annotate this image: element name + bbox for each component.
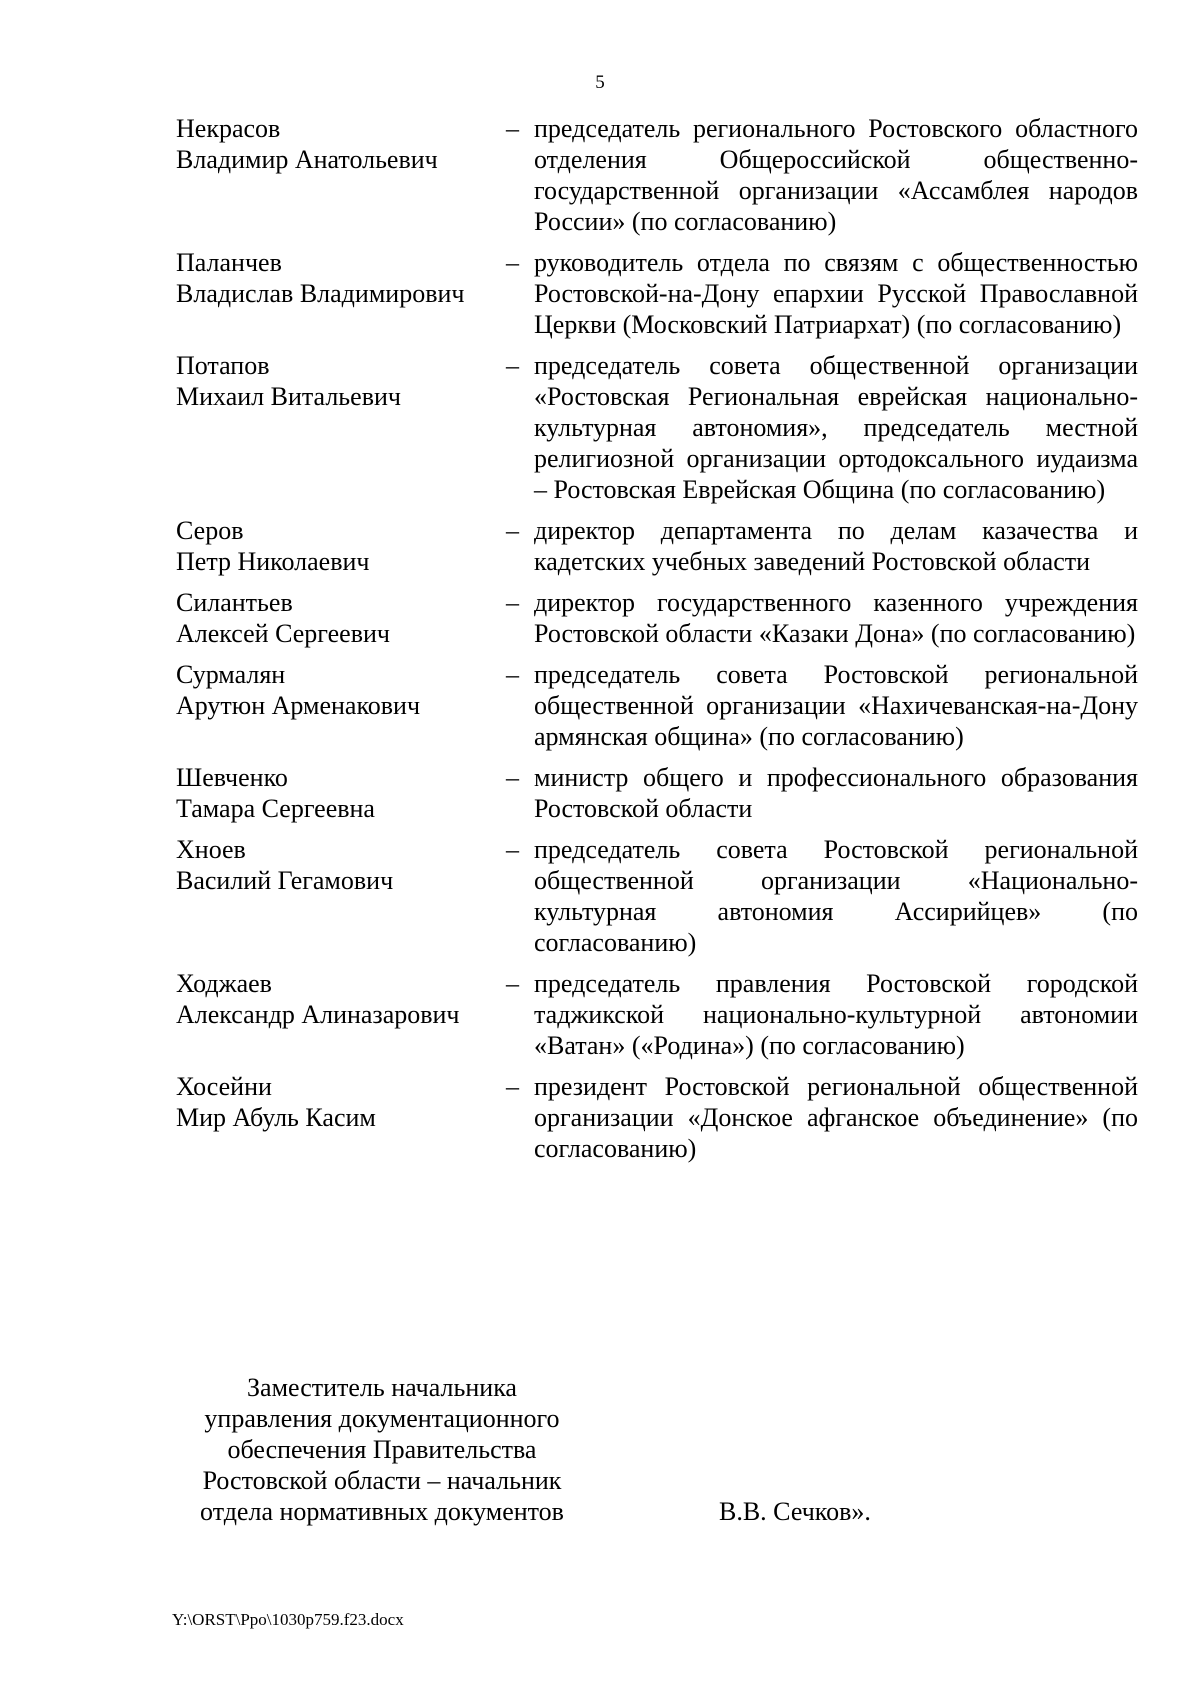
member-role: министр общего и профессионального образования Ростовской области: [534, 763, 1138, 823]
member-dash: –: [506, 969, 519, 998]
member-given-names: Василий Гегамович: [176, 866, 394, 895]
member-role: директор государственного казенного учреждения Ростовской области «Казаки Дона» (по согласованию): [534, 588, 1138, 648]
signature-title-line: Ростовской области – начальник: [202, 1466, 562, 1495]
member-surname: Некрасов: [176, 114, 281, 143]
signature-title-line: управления документационного: [204, 1404, 560, 1433]
member-role: председатель совета Ростовской региональной общественной организации «Нахичеванская-на-Дону армянская община» (по согласованию): [534, 660, 1138, 751]
member-name: [176, 659, 506, 721]
member-name: [176, 762, 506, 824]
member-entry: [176, 968, 1138, 1061]
member-dash: –: [506, 835, 519, 864]
member-dash: –: [506, 660, 519, 689]
file-path: Y:\ORST\Ppo\1030p759.f23.docx: [172, 1610, 404, 1629]
member-role: председатель совета общественной организации «Ростовская Региональная еврейская национально-культурная автономия», председатель местной религиозной организации ортодоксального иудаизма – Ростовская Еврейская Община (по согласованию): [534, 351, 1138, 504]
member-dash: –: [506, 588, 519, 617]
signature-title-line: отдела нормативных документов: [200, 1497, 564, 1526]
member-given-names: Петр Николаевич: [176, 547, 370, 576]
member-entry: [176, 247, 1138, 340]
member-entry: [176, 587, 1138, 649]
member-surname: Ходжаев: [176, 969, 272, 998]
member-entry: [176, 350, 1138, 505]
member-given-names: Александр Алиназарович: [176, 1000, 460, 1029]
member-name: [176, 515, 506, 577]
member-role: председатель совета Ростовской региональной общественной организации «Национально-культурная автономия Ассирийцев» (по согласованию): [534, 835, 1138, 957]
member-surname: Силантьев: [176, 588, 293, 617]
member-given-names: Тамара Сергеевна: [176, 794, 375, 823]
member-entry: [176, 1071, 1138, 1164]
member-entry: [176, 113, 1138, 237]
member-given-names: Алексей Сергеевич: [176, 619, 390, 648]
member-name: [176, 587, 506, 649]
signature-title-line: обеспечения Правительства: [227, 1435, 537, 1464]
member-entry: [176, 762, 1138, 824]
member-dash: –: [506, 114, 519, 143]
member-surname: Хноев: [176, 835, 246, 864]
member-name: [176, 1071, 506, 1133]
member-given-names: Мир Абуль Касим: [176, 1103, 376, 1132]
member-name: [176, 350, 506, 412]
member-role: директор департамента по делам казачества и кадетских учебных заведений Ростовской области: [534, 516, 1138, 576]
member-dash: –: [506, 351, 519, 380]
member-given-names: Михаил Витальевич: [176, 382, 401, 411]
member-role: президент Ростовской региональной общественной организации «Донское афганское объединение» (по согласованию): [534, 1072, 1138, 1163]
member-role: председатель правления Ростовской городской таджикской национально-культурной автономии «Ватан» («Родина») (по согласованию): [534, 969, 1138, 1060]
member-role: руководитель отдела по связям с общественностью Ростовской-на-Дону епархии Русской Православной Церкви (Московский Патриархат) (по согласованию): [534, 248, 1138, 339]
member-given-names: Владимир Анатольевич: [176, 145, 438, 174]
member-given-names: Владислав Владимирович: [176, 279, 465, 308]
signature-title: [176, 1372, 588, 1527]
member-name: [176, 834, 506, 896]
member-name: [176, 113, 506, 175]
member-surname: Хосейни: [176, 1072, 272, 1101]
members-list: [176, 113, 1138, 1164]
member-entry: [176, 834, 1138, 958]
member-entry: [176, 659, 1138, 752]
member-surname: Потапов: [176, 351, 270, 380]
member-dash: –: [506, 516, 519, 545]
member-name: [176, 247, 506, 309]
member-name: [176, 968, 506, 1030]
signature-title-line: Заместитель начальника: [247, 1373, 517, 1402]
member-dash: –: [506, 763, 519, 792]
member-role: председатель регионального Ростовского областного отделения Общероссийской общественно-государственной организации «Ассамблея народов России» (по согласованию): [534, 114, 1138, 236]
member-surname: Сурмалян: [176, 660, 286, 689]
member-dash: –: [506, 248, 519, 277]
signatory-name: В.В. Сечков».: [719, 1497, 871, 1526]
member-surname: Серов: [176, 516, 244, 545]
member-dash: –: [506, 1072, 519, 1101]
member-surname: Шевченко: [176, 763, 288, 792]
member-entry: [176, 515, 1138, 577]
member-given-names: Арутюн Арменакович: [176, 691, 421, 720]
member-surname: Паланчев: [176, 248, 282, 277]
page-number: 5: [595, 72, 605, 93]
